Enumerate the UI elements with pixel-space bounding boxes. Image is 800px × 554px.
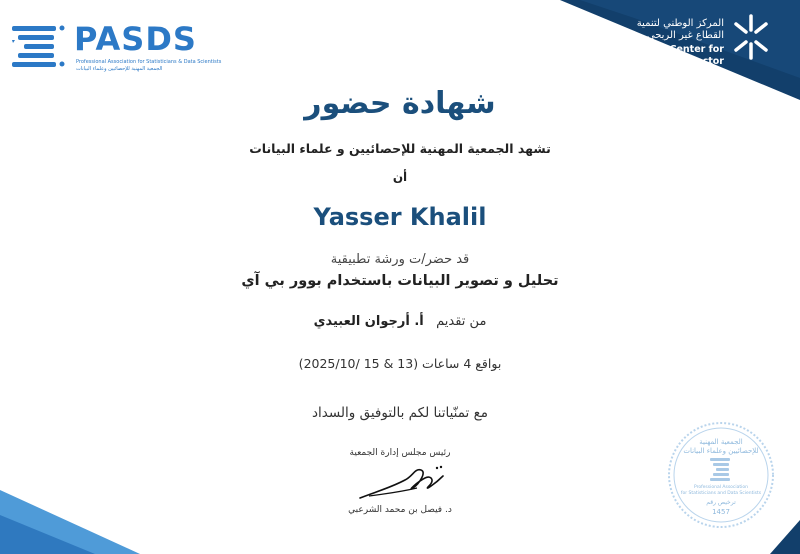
chair-name: د. فيصل بن محمد الشرعبي — [348, 505, 452, 515]
pasds-logo — [10, 20, 222, 75]
workshop-title: تحليل و تصوير البيانات باستخدام بوور بي آي — [241, 273, 559, 289]
signature-image — [355, 462, 455, 504]
presenter-name: أ. أرجوان العبيدي — [313, 314, 424, 329]
presenter-row — [0, 314, 800, 329]
ncnp-logo — [612, 12, 772, 72]
pasds-subtitle-en: Professional Association for Statisticians & Data Scientists — [76, 59, 222, 65]
ncnp-name-ar-1: المركز الوطني لتنمية — [636, 18, 724, 29]
seal-registration-label: ترخيص رقم — [706, 499, 736, 506]
seal-registration-number: 1457 — [712, 508, 730, 516]
chair-title: رئيس مجلس إدارة الجمعية — [349, 448, 451, 458]
seal-text-en-2: for Statisticians and Data Scientists — [680, 491, 762, 496]
pasds-subtitle-ar: الجمعية المهنية للإحصائيين وعلماء البيانات — [76, 66, 163, 72]
pasds-wordmark: PASDS — [74, 20, 197, 58]
ncnp-name-ar-2: القطاع غير الربحي — [646, 30, 724, 41]
certificate-title: شهادة حضور — [304, 86, 496, 121]
ncnp-name-en-2: Non—Profit Sector — [625, 56, 724, 67]
duration-and-dates: بواقع 4 ساعات (13 & 15 /2025/10) — [298, 356, 502, 371]
that-word: أن — [392, 170, 408, 184]
recipient-name: Yasser Khalil — [313, 203, 487, 231]
association-seal — [666, 420, 776, 530]
seal-text-en-1: Professional Association — [693, 485, 749, 490]
attended-statement: قد حضر/ت ورشة تطبيقية — [330, 252, 470, 267]
seal-text-ar-2: للإحصائيين وعلماء البيانات — [683, 447, 759, 455]
presented-by-label: من تقديم — [436, 314, 487, 329]
closing-wishes: مع تمنّياتنا لكم بالتوفيق والسداد — [312, 405, 488, 421]
certifier-statement: تشهد الجمعية المهنية للإحصائيين و علماء البيانات — [249, 141, 551, 156]
ncnp-name-en-1: National Center for — [621, 44, 724, 55]
seal-text-ar-1: الجمعية المهنية — [699, 438, 743, 446]
ncnp-asterisk-icon — [730, 12, 772, 62]
pasds-mark-icon — [10, 24, 68, 70]
